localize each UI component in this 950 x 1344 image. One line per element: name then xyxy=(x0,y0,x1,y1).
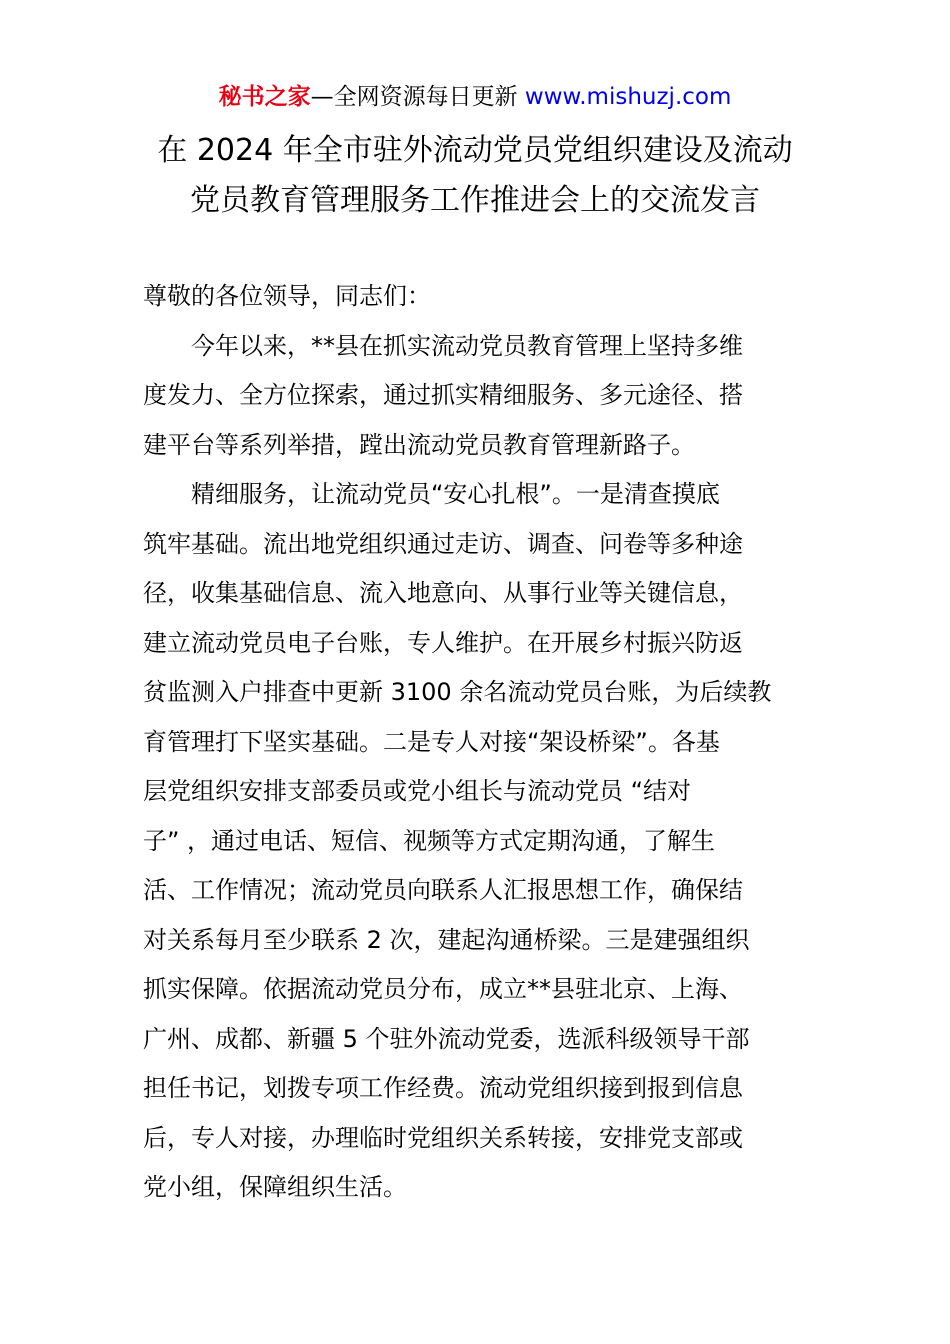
body-line: 育管理打下坚实基础。二是专人对接“架设桥梁”。各基 xyxy=(143,727,720,756)
body-line: 党小组，保障组织生活。 xyxy=(143,1173,407,1201)
body-line: 活、工作情况；流动党员向联系人汇报思想工作，确保结 xyxy=(143,876,743,904)
body-line: 担任书记，划拨专项工作经费。流动党组织接到报到信息 xyxy=(143,1074,743,1102)
body-line: 子” ，通过电话、短信、视频等方式定期沟通，了解生 xyxy=(143,826,716,855)
body-line: 贫监测入户排查中更新 3100 余名流动党员台账，为后续教 xyxy=(143,678,772,706)
salutation: 尊敬的各位领导，同志们： xyxy=(143,282,431,310)
body-line: 建立流动党员电子台账，专人维护。在开展乡村振兴防返 xyxy=(143,628,743,657)
body-line: 层党组织安排支部委员或党小组长与流动党员 “结对 xyxy=(143,777,692,805)
title-line-1: 在 2024 年全市驻外流动党员党组织建设及流动 xyxy=(157,133,793,168)
body-line: 后，专人对接，办理临时党组织关系转接，安排党支部或 xyxy=(143,1123,743,1152)
body-line: 径，收集基础信息、流入地意向、从事行业等关键信息， xyxy=(143,579,743,607)
body-line: 度发力、全方位探索，通过抓实精细服务、多元途径、搭 xyxy=(143,381,743,409)
brand-name: 秘书之家 xyxy=(218,84,311,110)
body-line: 抓实保障。依据流动党员分布，成立**县驻北京、上海、 xyxy=(143,975,743,1003)
body-line: 精细服务，让流动党员“安心扎根”。一是清查摸底 xyxy=(191,480,720,508)
body-line: 广州、成都、新疆 5 个驻外流动党委，选派科级领导干部 xyxy=(143,1024,750,1053)
title-line-2: 党员教育管理服务工作推进会上的交流发言 xyxy=(190,183,760,218)
body-line: 筑牢基础。流出地党组织通过走访、调查、问卷等多种途 xyxy=(143,529,743,558)
body-line: 对关系每月至少联系 2 次，建起沟通桥梁。三是建强组织 xyxy=(143,925,750,954)
header-tagline: —全网资源每日更新 xyxy=(310,84,525,110)
body-line: 今年以来，**县在抓实流动党员教育管理上坚持多维 xyxy=(191,331,743,360)
site-header xyxy=(0,80,950,114)
document-body xyxy=(143,272,809,1213)
document-title xyxy=(60,126,890,226)
body-line: 建平台等系列举措，蹚出流动党员教育管理新路子。 xyxy=(143,430,695,459)
site-url-link[interactable]: www.mishuzj.com xyxy=(524,84,732,110)
